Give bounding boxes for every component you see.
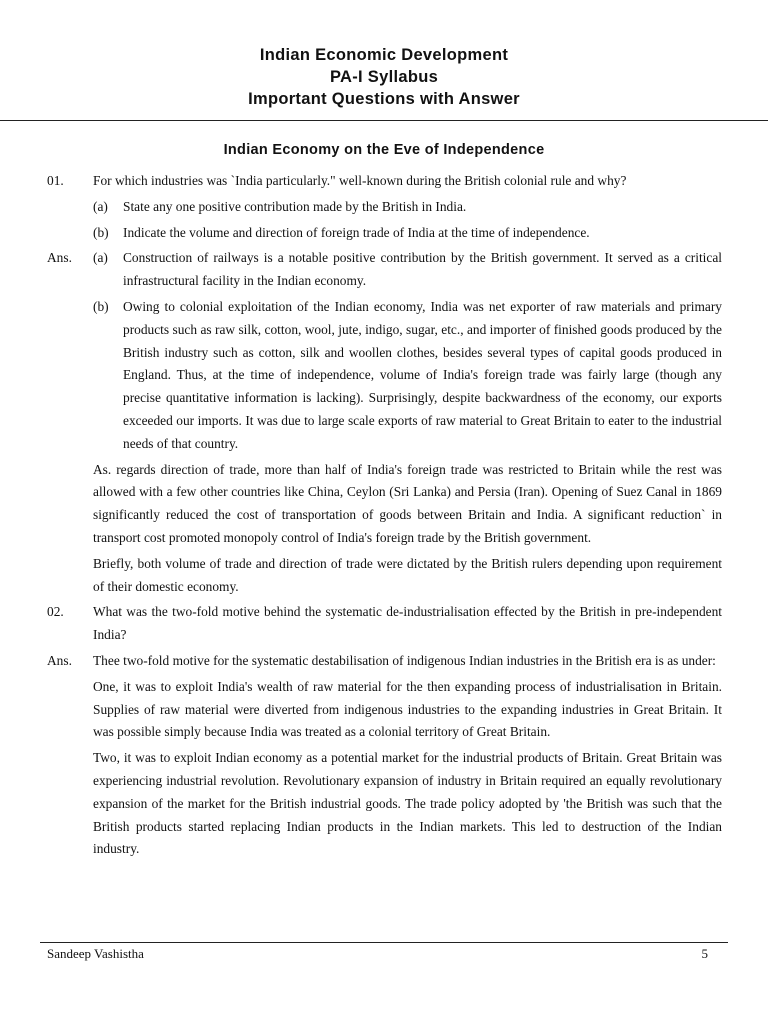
- answer-text: Thee two-fold motive for the systematic destabilisation of indigenous Indian industries in the British era is as under:: [93, 652, 716, 668]
- sub-label: (a): [93, 198, 108, 214]
- answer-1-sub-a: [47, 247, 722, 293]
- answer-label: Ans.: [47, 250, 72, 266]
- section-title: Indian Economy on the Eve of Independence: [223, 142, 545, 158]
- header-syllabus: PA-I Syllabus: [329, 68, 439, 86]
- sub-label: (b): [93, 298, 109, 314]
- answer-label: Ans.: [47, 652, 72, 668]
- sub-text: Indicate the volume and direction of foreign trade of India at the time of independence.: [123, 224, 590, 240]
- sub-text: Owing to colonial exploitation of the Indian economy, India was net exporter of raw materials and primary products such as raw silk, cotton, wool, jute, indigo, sugar, etc., and importer of finished goods produced by the British industry such as cotton, silk and woollen clothes, besides several types of capital goods produced in England. Thus, at the time of independence, volume of India's foreign trade was fairly large (though any precise quantitative information is lacking). Surprisingly, despite backwardness of the economy, our exports exceeded our imports. It was due to large scale exports of raw material to Great Britain to eater to the industrial needs of that country.: [123, 298, 722, 451]
- page-number: 5: [701, 946, 708, 961]
- question-1: [47, 170, 722, 193]
- answer-1-paragraph-direction: As. regards direction of trade, more than half of India's foreign trade was restricted to Britain while the rest was allowed with a few other countries like China, Ceylon (Sri Lanka) and Persia (Iran). Opening of Suez Canal in 1869 significantly reduced the cost of transportation of goods between Britain and India. A significant reduction` in transport cost promoted monopoly control of India's foreign trade by the British government.: [93, 461, 722, 545]
- header-title: Indian Economic Development: [259, 46, 509, 64]
- header-subtitle: Important Questions with Answer: [248, 90, 520, 108]
- sub-label: (b): [93, 224, 109, 240]
- footer-author: Sandeep Vashistha: [47, 946, 144, 961]
- document-body: [47, 170, 722, 861]
- question-2: [47, 601, 722, 647]
- footer-divider: [40, 942, 728, 943]
- header-divider: [0, 120, 768, 121]
- question-number: 01.: [47, 173, 64, 188]
- answer-2: [47, 650, 722, 673]
- sub-label: (a): [93, 250, 108, 266]
- sub-text: Construction of railways is a notable positive contribution by the British government. It served as a critical infrastructural facility in the Indian economy.: [123, 250, 722, 289]
- question-1-sub-a: [47, 196, 722, 219]
- answer-2-paragraph-two: Two, it was to exploit Indian economy as a potential market for the industrial products of Britain. Great Britain was experiencing industrial revolution. Revolutionary expansion of industry in Britain required an equally revolutionary expansion of the market for the British industrial goods. The trade policy adopted by 'the British was such that the British products started replacing Indian products in the Indian markets. This led to destruction of the Indian industry.: [93, 750, 722, 857]
- question-text: For which industries was `India particularly." well-known during the British colonial rule and why?: [93, 173, 627, 188]
- answer-1-paragraph-summary: Briefly, both volume of trade and direction of trade were dictated by the British rulers depending upon requirement of their domestic economy.: [93, 555, 722, 594]
- question-number: 02.: [47, 604, 64, 620]
- answer-2-paragraph-one: One, it was to exploit India's wealth of raw material for the then expanding process of industrialisation in Britain. Supplies of raw material were diverted from indigenous industries to the expanding industries in Great Britain. It was possible simply because India was treated as a colonial territory of Great Britain.: [93, 678, 722, 740]
- answer-1-sub-b: [47, 296, 722, 456]
- question-text: What was the two-fold motive behind the systematic de-industrialisation effected by the British in pre-independent India?: [93, 604, 722, 643]
- question-1-sub-b: [47, 222, 722, 245]
- sub-text: State any one positive contribution made by the British in India.: [123, 198, 467, 214]
- document-header: [0, 44, 768, 110]
